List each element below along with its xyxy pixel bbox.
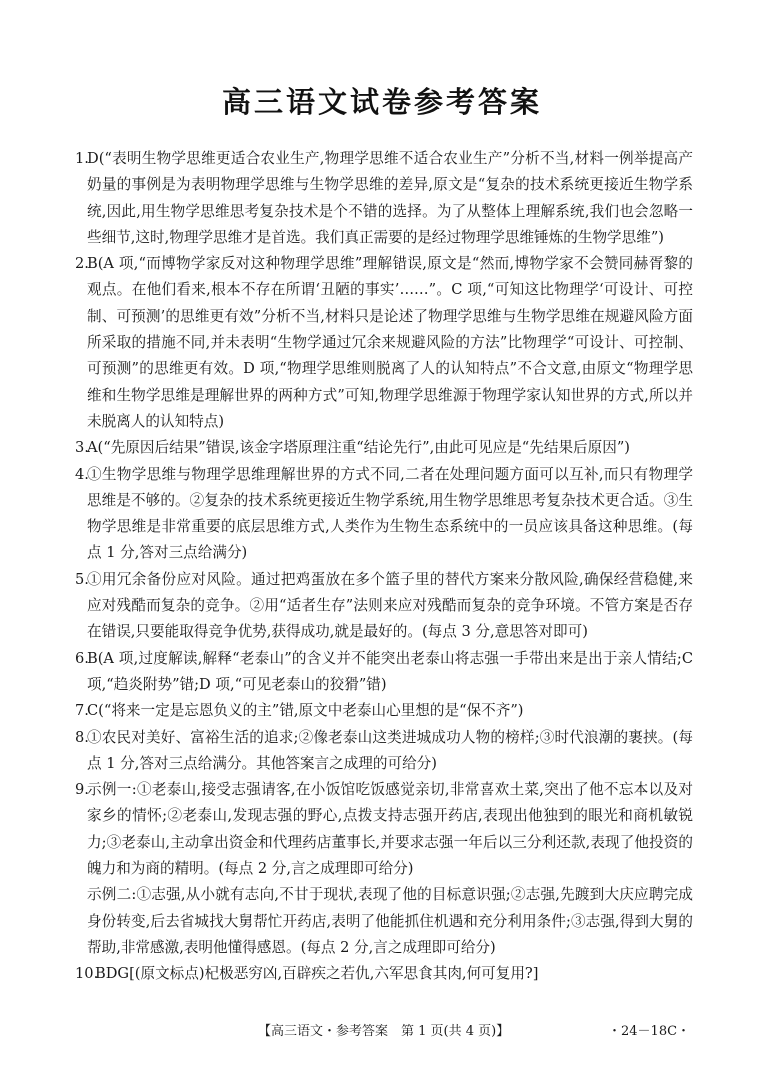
answer-item — [75, 961, 693, 987]
answer-number: 5. — [75, 570, 89, 588]
answer-text: 示例二:①志强,从小就有志向,不甘于现状,表现了他的目标意识强;②志强,先踱到大庆应聘完成身份转变,后去省城找大舅帮忙开药店,表明了他能抓住机遇和充分利用条件;③志强,得到大舅的帮助,非常感激,表明他懂得感恩。(每点 2 分,言之成理即可给分) — [87, 886, 693, 956]
answer-text: C(“将来一定是忘恩负义的主”错,原文中老泰山心里想的是“保不齐”) — [87, 702, 524, 720]
answer-text: ①生物学思维与物理学思维理解世界的方式不同,二者在处理问题方面可以互补,而只有物理学思维是不够的。②复杂的技术系统更接近生物学系统,用生物学思维思考复杂技术更合适。③生物学思维是非常重要的底层思维方式,人类作为生物生态系统中的一员应该具备这种思维。(每点 1 分,答对三点给满分) — [87, 465, 693, 562]
page-title: 高三语文试卷参考答案 — [221, 85, 542, 119]
answer-item — [75, 567, 693, 646]
answer-text: ①用冗余备份应对风险。通过把鸡蛋放在多个篮子里的替代方案来分散风险,确保经营稳健,来应对残酷而复杂的竞争。②用“适者生存”法则来应对残酷而复杂的竞争环境。不管方案是否存在错误,只要能取得竞争优势,获得成功,就是最好的。(每点 3 分,意思答对即可) — [87, 570, 693, 641]
answer-number: 9. — [75, 781, 89, 799]
answer-item — [75, 725, 693, 778]
footer-page-info: 【高三语文・参考答案 第 1 页(共 4 页)】 — [258, 1024, 510, 1039]
answer-text: 示例一:①老泰山,接受志强请客,在小饭馆吃饭感觉亲切,非常喜欢土菜,突出了他不忘本以及对家乡的情怀;②老泰山,发现志强的野心,点拨支持志强开药店,表现出他独到的眼光和商机敏锐力;③老泰山,主动拿出资金和代理药店董事长,并要求志强一年后以三分利还款,表现了他投资的魄力和为商的精明。(每点 2 分,言之成理即可给分) — [87, 781, 693, 878]
answer-item — [75, 646, 693, 699]
answer-text: B(A 项,“而博物学家反对这种物理学思维”理解错误,原文是“然而,博物学家不会赞同赫胥黎的观点。在他们看来,根本不存在所谓‘丑陋的事实’……”。C 项,“可知这比物理学‘可设计、可控制、可预测’的思维更有效”分析不当,材料只是论述了物理学思维与生物学思维在规避风险方面所采取的措施不同,并未表明“生物学通过冗余来规避风险的方法”比物理学“可设计、可控制、可预测”的思维更有效。D 项,“物理学思维则脱离了人的认知特点”不合文意,由原文“物理学思维和生物学思维是理解世界的两种方式”可知,物理学思维源于物理学家认知世界的方式,所以并未脱离人的认知特点) — [87, 255, 693, 430]
answer-number: 10. — [75, 965, 99, 983]
answer-number: 6. — [75, 649, 89, 667]
answer-text: BDG[(原文标点)杞极恶穷凶,百辟疾之若仇,六军思食其肉,何可复用?] — [95, 965, 539, 983]
answer-number: 8. — [75, 728, 89, 746]
answer-item — [75, 462, 693, 567]
answer-text: A(“先原因后结果”错误,该金字塔原理注重“结论先行”,由此可见应是“先结果后原因”) — [87, 439, 630, 457]
answer-list — [75, 146, 693, 988]
answer-item — [75, 777, 693, 961]
footer-code: ・24－18C・ — [608, 1024, 691, 1039]
answer-text: D(“表明生物学思维更适合农业生产,物理学思维不适合农业生产”分析不当,材料一例举提高产奶量的事例是为表明物理学思维与生物学思维的差异,原文是“复杂的技术系统更接近生物学系统,因此,用生物学思维思考复杂技术是个不错的选择。为了从整体上理解系统,我们也会忽略一些细节,这时,物理学思维才是首选。我们真正需要的是经过物理学思维锤炼的生物学思维”) — [87, 150, 693, 246]
answer-text: B(A 项,过度解读,解释“老泰山”的含义并不能突出老泰山将志强一手带出来是出于亲人情结;C 项,“趋炎附势”错;D 项,“可见老泰山的狡猾”错) — [87, 649, 693, 693]
answer-text: ①农民对美好、富裕生活的追求;②像老泰山这类进城成功人物的榜样;③时代浪潮的裹挟。(每点 1 分,答对三点给满分。其他答案言之成理的可给分) — [87, 728, 693, 772]
answer-item — [75, 435, 693, 461]
answer-number: 4. — [75, 465, 89, 483]
answer-item — [75, 251, 693, 435]
answer-number: 7. — [75, 702, 89, 720]
answer-item — [75, 146, 693, 251]
answer-number: 2. — [75, 255, 89, 273]
answer-number: 1. — [75, 150, 89, 167]
answer-number: 3. — [75, 439, 89, 457]
answer-item — [75, 698, 693, 724]
